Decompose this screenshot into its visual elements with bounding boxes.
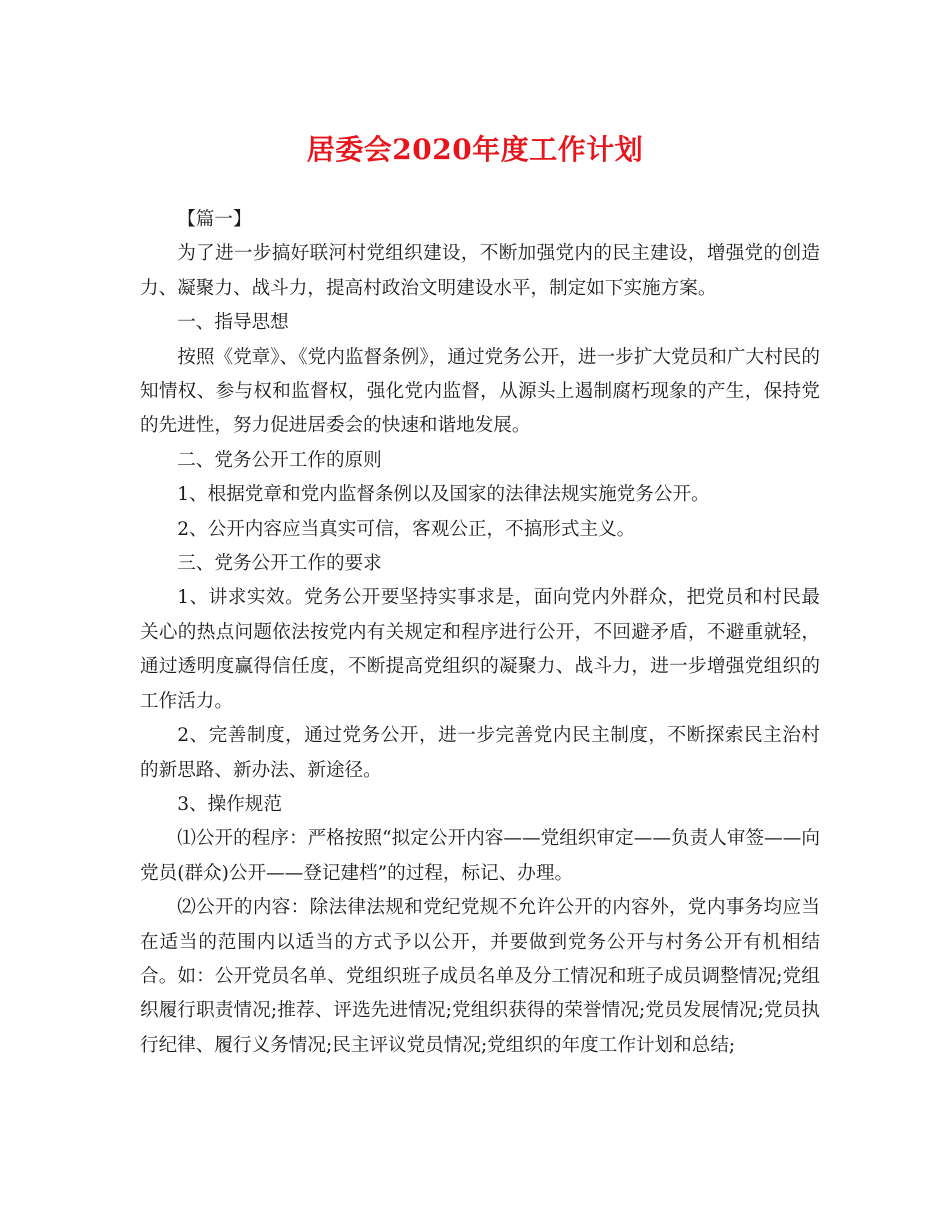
section-heading-3: 三、党务公开工作的要求 bbox=[177, 553, 382, 575]
intro-paragraph: 为了进一步搞好联河村党组织建设，不断加强党内的民主建设，增强党的创造力、凝聚力、战斗力，提高村政治文明建设水平，制定如下实施方案。 bbox=[140, 243, 820, 299]
guiding-thought-paragraph: 按照《党章》、《党内监督条例》，通过党务公开，进一步扩大党员和广大村民的知情权、参与权和监督权，强化党内监督，从源头上遏制腐朽现象的产生，保持党的先进性，努力促进居委会的快速和谐地发展。 bbox=[140, 346, 820, 437]
section-heading-1: 一、指导思想 bbox=[177, 312, 289, 334]
section-label: 【篇一】 bbox=[177, 209, 252, 230]
requirement-item-1: 1、讲求实效。党务公开要坚持实事求是，面向党内外群众，把党员和村民最关心的热点问题依法按党内有关规定和程序进行公开，不回避矛盾，不避重就轻，通过透明度赢得信任度，不断提高党组织的凝聚力、战斗力，进一步增强党组织的工作活力。 bbox=[140, 587, 820, 712]
requirement-item-2: 2、完善制度，通过党务公开，进一步完善党内民主制度，不断探索民主治村的新思路、新办法、新途径。 bbox=[140, 725, 820, 781]
principle-item-2: 2、公开内容应当真实可信，客观公正，不搞形式主义。 bbox=[177, 518, 636, 540]
procedure-paragraph: ⑴公开的程序：严格按照“拟定公开内容——党组织审定——负责人审签——向党员(群众)公开——登记建档”的过程，标记、办理。 bbox=[140, 828, 820, 884]
section-heading-2: 二、党务公开工作的原则 bbox=[177, 449, 382, 471]
document-body bbox=[140, 203, 820, 1063]
document-title: 居委会2020年度工作计划 bbox=[306, 133, 644, 166]
requirement-item-3: 3、操作规范 bbox=[177, 793, 282, 815]
content-paragraph: ⑵公开的内容：除法律法规和党纪党规不允许公开的内容外，党内事务均应当在适当的范围内以适当的方式予以公开，并要做到党务公开与村务公开有机相结合。如：公开党员名单、党组织班子成员名单及分工情况和班子成员调整情况;党组织履行职责情况;推荐、评选先进情况;党组织获得的荣誉情况;党员发展情况;党员执行纪律、履行义务情况;民主评议党员情况;党组织的年度工作计划和总结; bbox=[140, 897, 820, 1056]
principle-item-1: 1、根据党章和党内监督条例以及国家的法律法规实施党务公开。 bbox=[177, 484, 710, 506]
